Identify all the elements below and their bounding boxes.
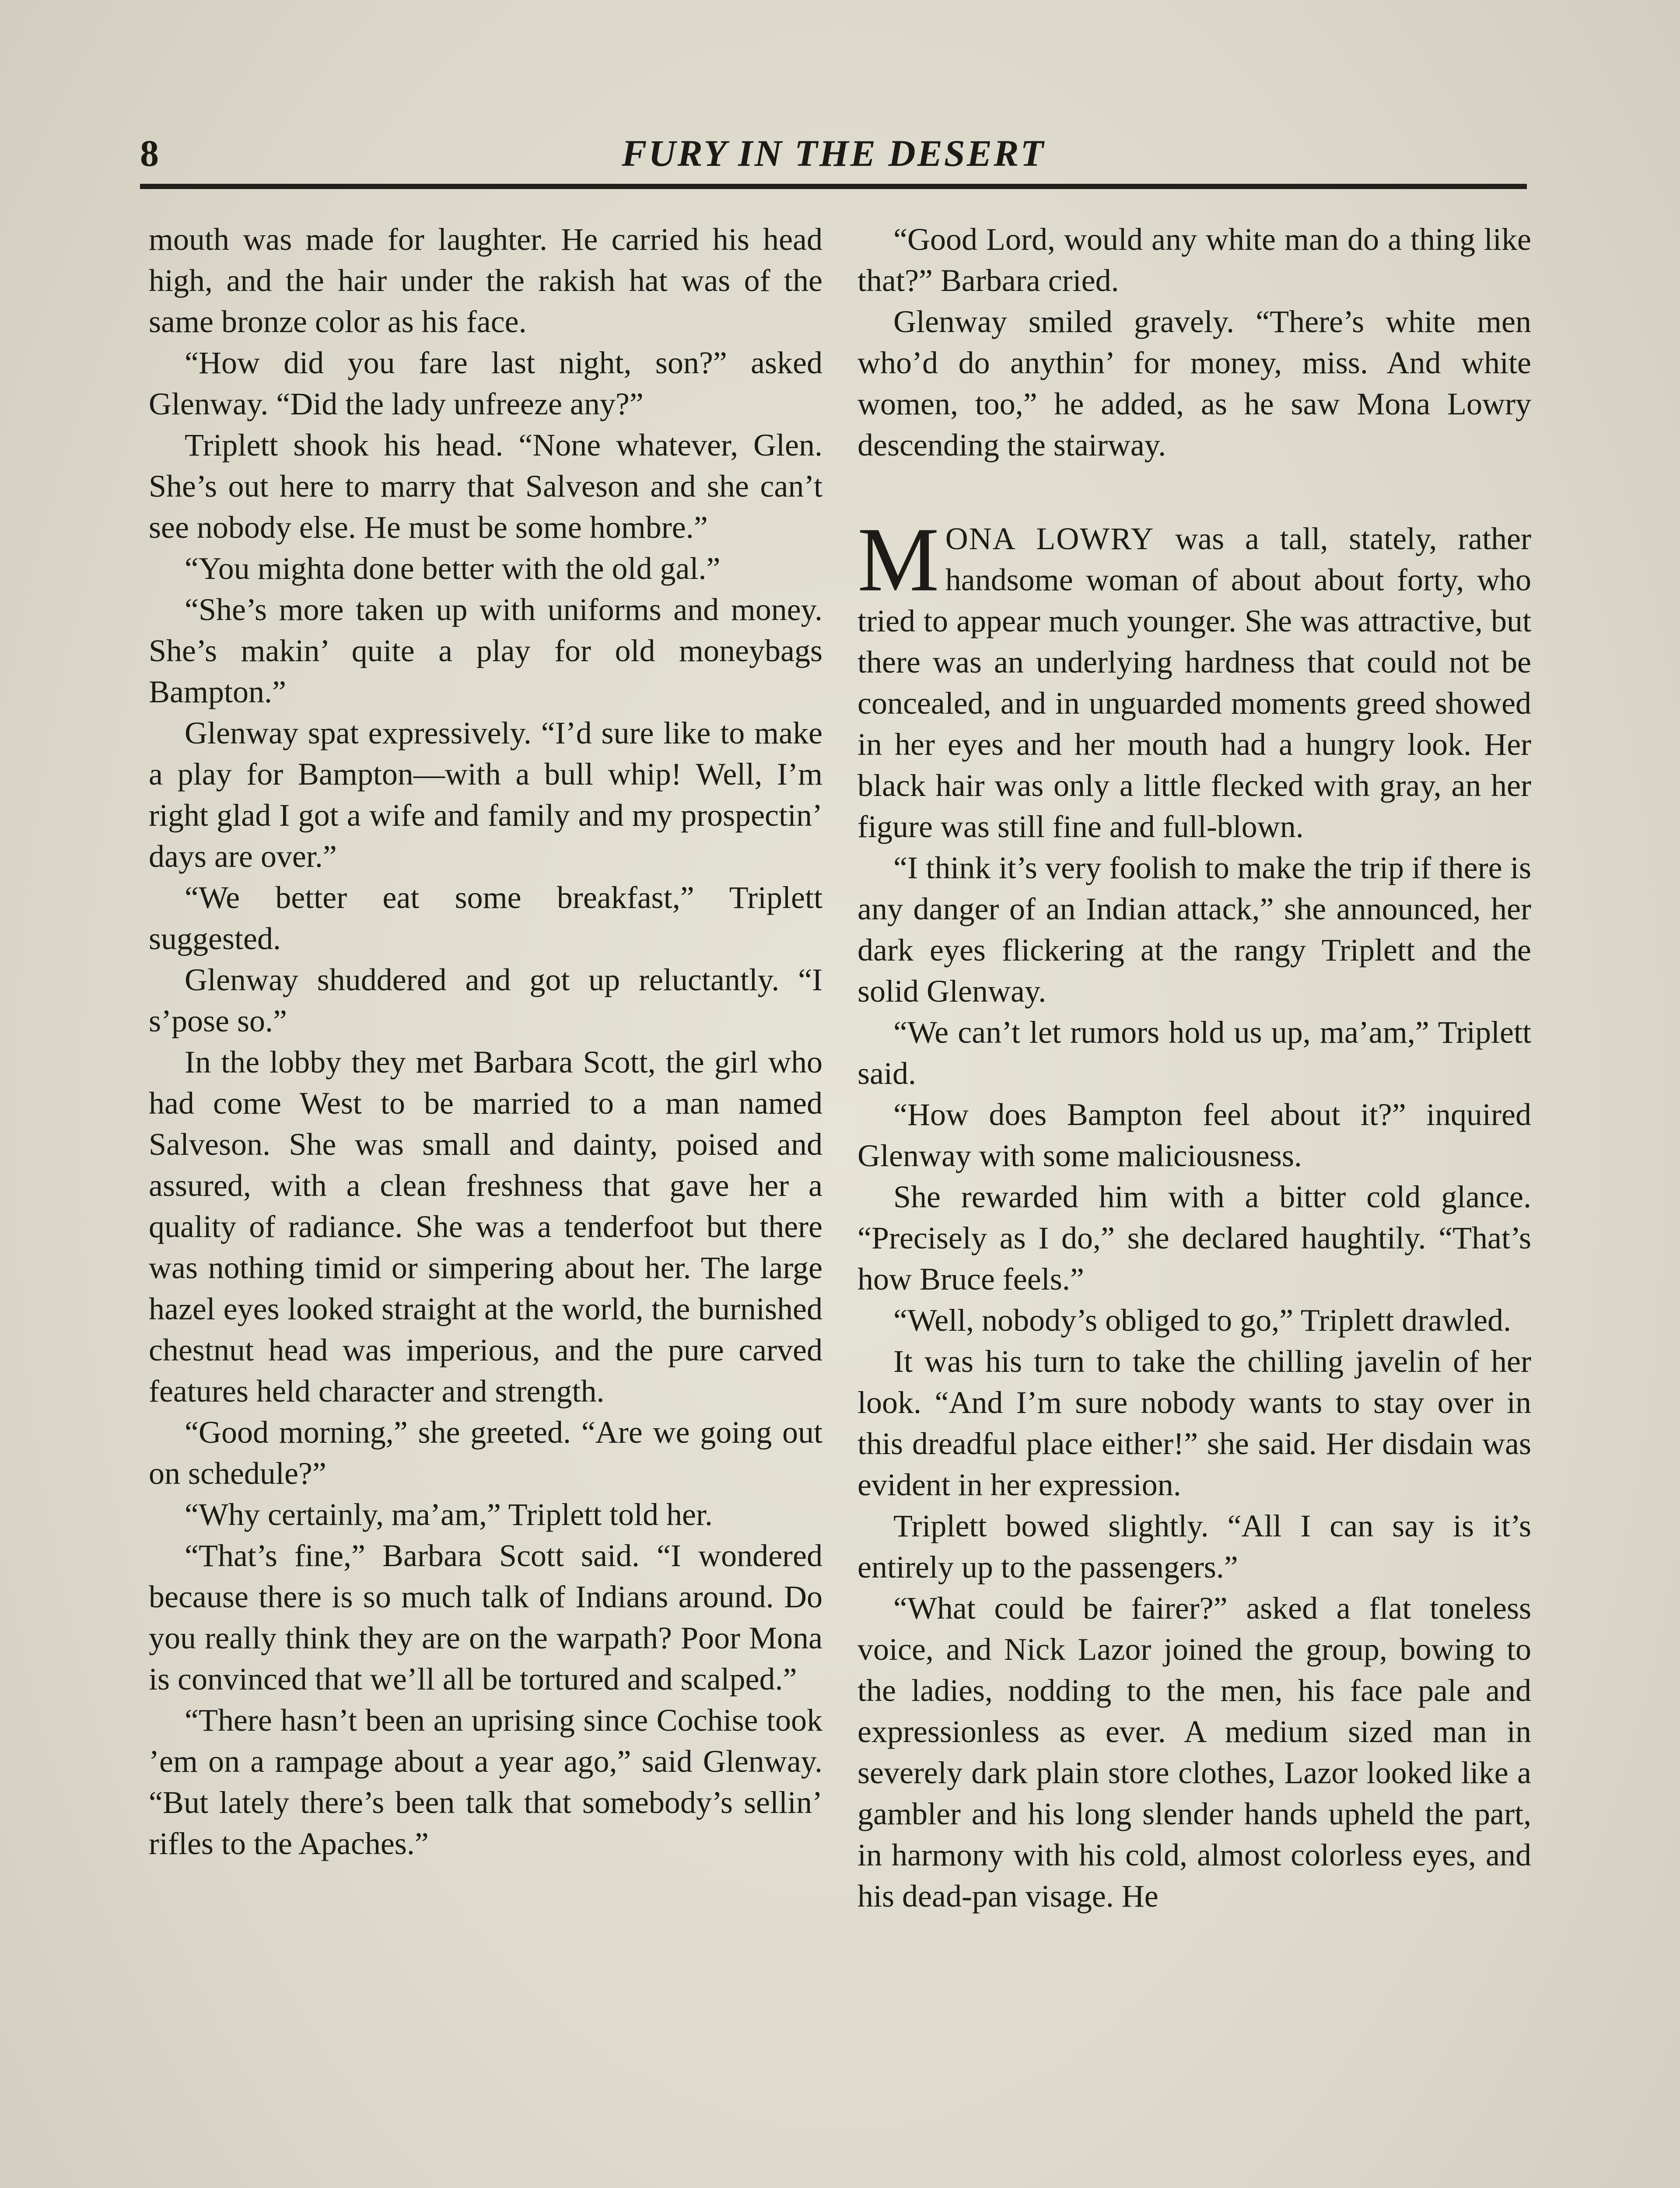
header-rule	[140, 184, 1527, 189]
section-break	[858, 466, 1531, 518]
running-title: FURY IN THE DESERT	[621, 132, 1046, 174]
paragraph: She rewarded him with a bitter cold glance. “Precisely as I do,” she declared haughtily. “That’s how Bruce feels.”	[858, 1179, 1531, 1297]
lead-in: ONA LOWRY	[945, 521, 1155, 556]
paragraph: In the lobby they met Barbara Scott, the girl who had come West to be married to a man named Salveson. She was small and dainty, poised and assured, with a clean freshness that gave her a quality of radiance. She was a tenderfoot but there was nothing timid or simpering about her. The large hazel eyes looked straight at the world, the burnished chestnut head was imperious, and the pure carved features held character and strength.	[149, 1045, 822, 1409]
page-number: 8	[140, 132, 159, 174]
drop-cap: M	[858, 509, 939, 610]
paragraph: “Why certainly, ma’am,” Triplett told her.	[185, 1497, 713, 1532]
left-column	[149, 219, 822, 2188]
paragraph: Triplett bowed slightly. “All I can say is it’s entirely up to the passengers.”	[858, 1508, 1531, 1585]
paragraph: Glenway smiled gravely. “There’s white men who’d do anythin’ for money, miss. And white women, too,” he added, as he saw Mona Lowry descending the stairway.	[858, 304, 1531, 463]
paragraph: mouth was made for laughter. He carried his head high, and the hair under the rakish hat was of the same bronze color as his face.	[149, 222, 822, 339]
paragraph: “How does Bampton feel about it?” inquired Glenway with some maliciousness.	[858, 1097, 1531, 1173]
paragraph: It was his turn to take the chilling javelin of her look. “And I’m sure nobody wants to stay over in this dreadful place either!” she said. Her disdain was evident in her expression.	[858, 1344, 1531, 1502]
paragraph: “How did you fare last night, son?” asked Glenway. “Did the lady unfreeze any?”	[149, 345, 822, 421]
paragraph: “Well, nobody’s obliged to go,” Triplett drawled.	[893, 1303, 1512, 1338]
paragraph: “We can’t let rumors hold us up, ma’am,” Triplett said.	[858, 1015, 1531, 1091]
paragraph: “What could be fairer?” asked a flat toneless voice, and Nick Lazor joined the group, bowing to the ladies, nodding to the men, his face pale and expressionless as ever. A medium sized man in severely dark plain store clothes, Lazor looked like a gambler and his long slender hands upheld the part, in harmony with his cold, almost colorless eyes, and his dead-pan visage. He	[858, 1591, 1531, 1914]
paragraph: “We better eat some breakfast,” Triplett suggested.	[149, 880, 822, 956]
page-header	[140, 131, 1527, 179]
paragraph: “You mighta done better with the old gal.”	[185, 551, 721, 586]
paragraph-text: was a tall, stately, rather handsome woman of about about forty, who tried to appear much younger. She was attractive, but there was an underlying hardness that could not be concealed, and in unguarded moments greed showed in her eyes and her mouth had a hungry look. Her black hair was only a little flecked with gray, an her figure was still fine and full-blown.	[858, 521, 1531, 844]
paragraph: Glenway spat expressively. “I’d sure like to make a play for Bampton—with a bull whip! Well, I’m right glad I got a wife and family and my prospectin’ days are over.”	[149, 715, 822, 874]
paragraph: “She’s more taken up with uniforms and money. She’s makin’ quite a play for old moneybags Bampton.”	[149, 592, 822, 709]
paragraph: “Good Lord, would any white man do a thing like that?” Barbara cried.	[858, 222, 1531, 298]
right-column	[858, 219, 1531, 2188]
paragraph: Glenway shuddered and got up reluctantly. “I s’pose so.”	[149, 962, 822, 1038]
paragraph: “That’s fine,” Barbara Scott said. “I wondered because there is so much talk of Indians around. Do you really think they are on the warpath? Poor Mona is convinced that we’ll all be tortured and scalped.”	[149, 1538, 822, 1697]
paragraph: “I think it’s very foolish to make the trip if there is any danger of an Indian attack,” she announced, her dark eyes flickering at the rangy Triplett and the solid Glenway.	[858, 850, 1531, 1009]
section-opening-paragraph	[858, 509, 1531, 847]
paragraph: “Good morning,” she greeted. “Are we going out on schedule?”	[149, 1415, 822, 1491]
paragraph: Triplett shook his head. “None whatever, Glen. She’s out here to marry that Salveson and she can’t see nobody else. He must be some hombre.”	[149, 428, 822, 545]
paragraph: “There hasn’t been an uprising since Cochise took ’em on a rampage about a year ago,” said Glenway. “But lately there’s been talk that somebody’s sellin’ rifles to the Apaches.”	[149, 1703, 822, 1861]
